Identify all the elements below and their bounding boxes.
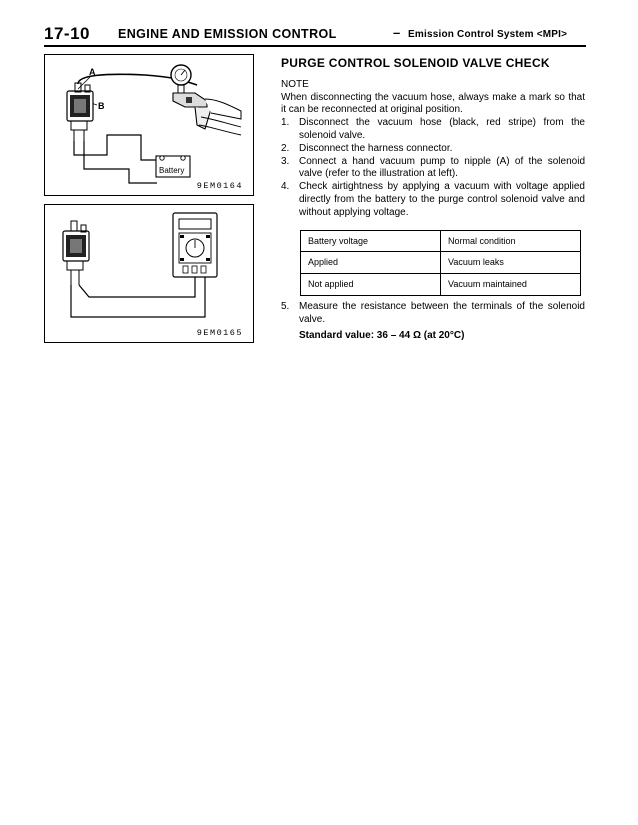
solenoid-valve-drawing xyxy=(67,83,93,141)
standard-value: Standard value: 36 – 44 Ω (at 20°C) xyxy=(299,329,465,341)
battery-label: Battery xyxy=(159,166,185,175)
step-item xyxy=(281,156,585,182)
table-cell: Not applied xyxy=(301,274,441,296)
step-text: Disconnect the harness connector. xyxy=(299,142,453,154)
table-cell: Battery voltage xyxy=(301,230,441,252)
table-cell: Vacuum leaks xyxy=(441,252,581,274)
chapter-title: ENGINE AND EMISSION CONTROL xyxy=(118,27,337,41)
step-number: 3. xyxy=(281,155,290,167)
step-number: 5. xyxy=(281,300,290,312)
step-number: 4. xyxy=(281,181,290,193)
table-row xyxy=(301,274,581,296)
step-item xyxy=(281,143,585,156)
ohmmeter-illustration xyxy=(45,205,253,342)
table-row xyxy=(301,252,581,274)
step-text: Measure the resistance between the terminals of the solenoid valve. xyxy=(299,300,585,325)
ohmmeter-drawing xyxy=(173,213,217,277)
figure-code: 9EM0164 xyxy=(196,181,243,191)
label-b: B xyxy=(98,101,105,111)
hand-vacuum-pump-drawing xyxy=(171,65,241,135)
step-item xyxy=(281,117,585,143)
page-header xyxy=(44,24,584,46)
procedure-steps xyxy=(281,117,585,219)
table-cell: Applied xyxy=(301,252,441,274)
step-number: 1. xyxy=(281,117,290,129)
section-title: Emission Control System <MPI> xyxy=(408,29,568,40)
step-text: Disconnect the vacuum hose (black, red stripe) from the solenoid valve. xyxy=(299,117,585,141)
solenoid-valve-drawing xyxy=(63,221,89,285)
table-row xyxy=(301,230,581,252)
label-a: A xyxy=(89,67,96,77)
figure-resistance-test xyxy=(44,204,254,343)
note-label: NOTE xyxy=(281,78,309,90)
page-number: 17-10 xyxy=(44,24,90,43)
table-cell: Vacuum maintained xyxy=(441,274,581,296)
figure-vacuum-pump-test xyxy=(44,54,254,196)
note-text: When disconnecting the vacuum hose, always make a mark so that it can be reconnected at original position. xyxy=(281,91,585,116)
procedure-title: PURGE CONTROL SOLENOID VALVE CHECK xyxy=(281,56,550,70)
step-item xyxy=(281,301,585,327)
airtightness-table xyxy=(300,230,581,296)
step-item xyxy=(281,181,585,219)
step-text: Connect a hand vacuum pump to nipple (A) of the solenoid valve (refer to the illustration at left). xyxy=(299,155,585,180)
header-rule xyxy=(44,45,586,47)
figure-code: 9EM0165 xyxy=(196,328,243,338)
table-cell: Normal condition xyxy=(441,230,581,252)
procedure-steps-continued xyxy=(281,301,585,327)
step-text: Check airtightness by applying a vacuum with voltage applied directly from the battery to the purge control solenoid valve and without applying voltage. xyxy=(299,181,585,218)
step-number: 2. xyxy=(281,142,290,154)
header-dash: – xyxy=(393,25,401,40)
procedure-content xyxy=(281,57,585,342)
vacuum-pump-illustration xyxy=(45,55,253,195)
battery-drawing xyxy=(156,156,190,177)
